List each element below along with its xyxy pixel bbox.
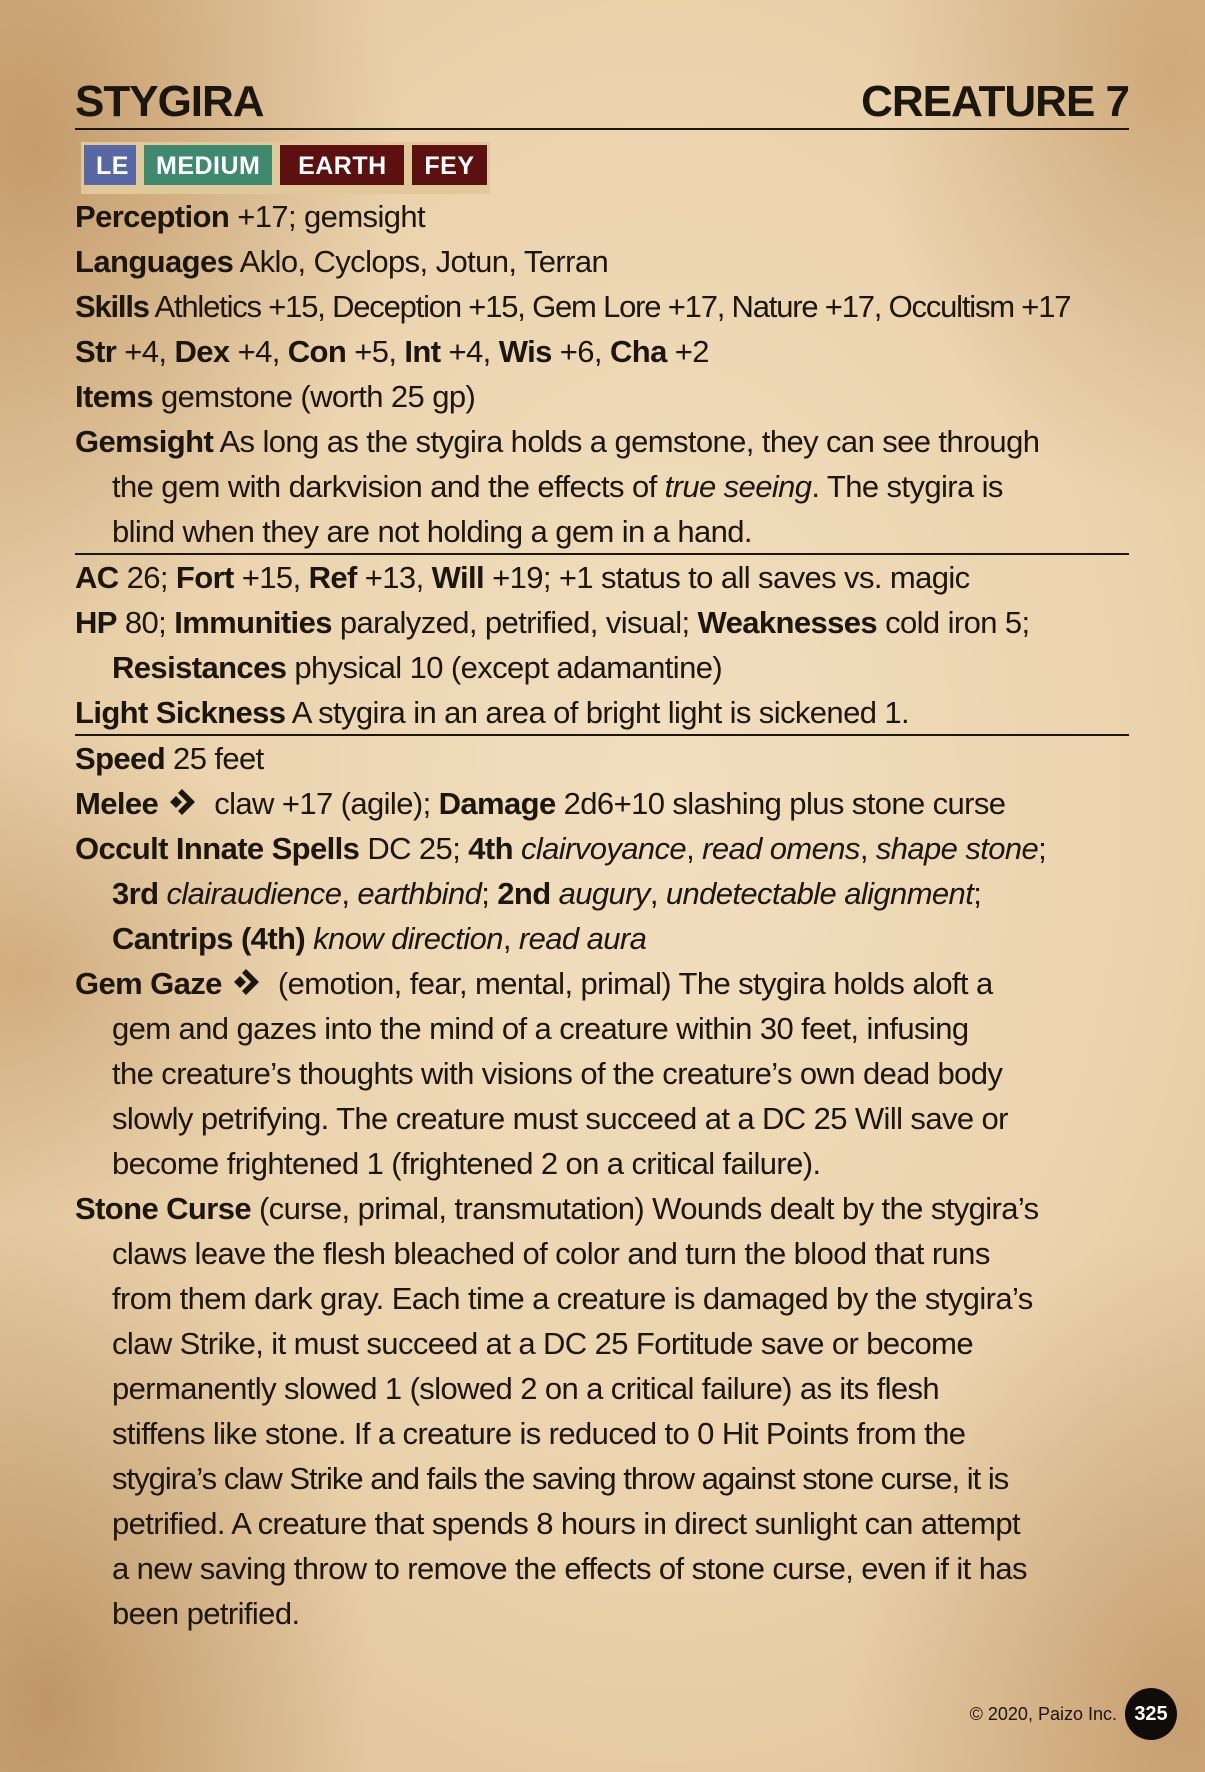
trait-earth: EARTH <box>280 145 404 185</box>
defense-line: AC 26; Fort +15, Ref +13, Will +19; +1 status to all saves vs. magic <box>75 560 970 595</box>
light-sickness-ability: Light Sickness A stygira in an area of bright light is sickened 1. <box>75 695 910 730</box>
trait-size: MEDIUM <box>144 145 272 185</box>
page-footer <box>970 1688 1177 1740</box>
stone-curse-ability: Stone Curse (curse, primal, transmutation) Wounds dealt by the stygira’s claws leave the flesh bleached of color and turn the blood that runs from them dark gray. Each time a creature is damaged by the stygira’s claw Strike, it must succeed at a DC 25 Fortitude save or become permanently slowed 1 (slowed 2 on a critical failure) as its flesh stiffens like stone. If a creature is reduced to 0 Hit Points from the stygira’s claw Strike and fails the saving throw against stone curse, it is petrified. A creature that spends 8 hours in direct sunlight can attempt a new saving throw to remove the effects of stone curse, even if it has been petrified. <box>75 1191 1039 1631</box>
perception-line: Perception +17; gemsight <box>75 199 426 234</box>
hp-line: HP 80; Immunities paralyzed, petrified, visual; Weaknesses cold iron 5; Resistances physical 10 (except adamantine) <box>75 605 1030 685</box>
melee-strike: Melee claw +17 (agile); Damage 2d6+10 slashing plus stone curse <box>75 786 1006 821</box>
gem-gaze-ability: Gem Gaze (emotion, fear, mental, primal) The stygira holds aloft a gem and gazes into the mind of a creature within 30 feet, infusing the creature’s thoughts with visions of the creature’s own dead body slowly petrifying. The creature must succeed at a DC 25 Will save or become frightened 1 (frightened 2 on a critical failure). <box>75 966 1008 1181</box>
page-number: 325 <box>1125 1688 1177 1740</box>
copyright-notice: © 2020, Paizo Inc. <box>969 1703 1117 1724</box>
innate-spells: Occult Innate Spells DC 25; 4th clairvoyance, read omens, shape stone; 3rd clairaudience, earthbind; 2nd augury, undetectable alignment; Cantrips (4th) know direction, read aura <box>75 831 1047 956</box>
skills-line: Skills Athletics +15, Deception +15, Gem Lore +17, Nature +17, Occultism +17 <box>75 289 1071 324</box>
speed-line: Speed 25 feet <box>75 741 264 776</box>
single-action-icon <box>232 964 266 994</box>
stat-block <box>75 74 1129 1636</box>
items-line: Items gemstone (worth 25 gp) <box>75 379 476 414</box>
trait-list <box>81 142 490 194</box>
title-row <box>75 74 1129 130</box>
creature-level: CREATURE 7 <box>861 77 1129 126</box>
languages-line: Languages Aklo, Cyclops, Jotun, Terran <box>75 244 609 279</box>
trait-fey: FEY <box>412 145 486 185</box>
gemsight-ability: Gemsight As long as the stygira holds a gemstone, they can see through the gem with darkvision and the effects of true seeing. The stygira is blind when they are not holding a gem in a hand. <box>75 424 1040 549</box>
trait-alignment: LE <box>84 145 136 185</box>
creature-name: STYGIRA <box>75 77 264 126</box>
ability-scores-line: Str +4, Dex +4, Con +5, Int +4, Wis +6, Cha +2 <box>75 334 709 369</box>
single-action-icon <box>168 784 202 814</box>
